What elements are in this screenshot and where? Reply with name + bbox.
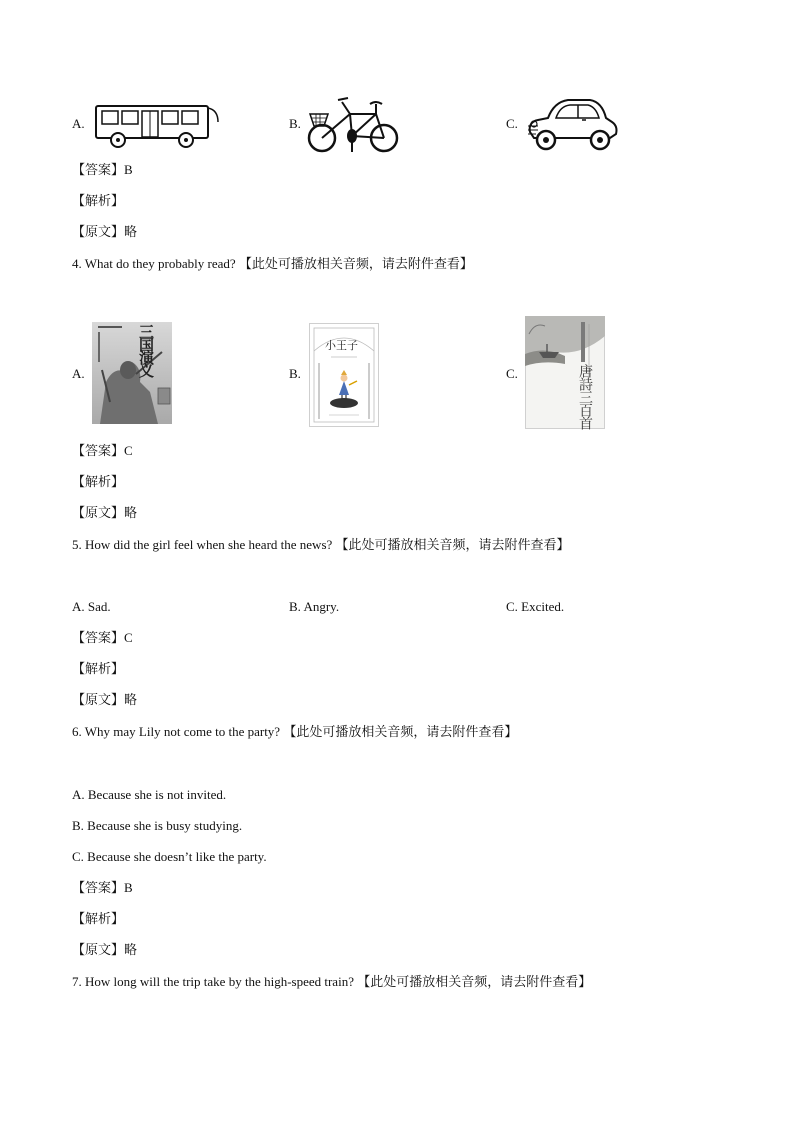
q5-answer [72,630,133,647]
book-title-sanguo: 三国演义 [137,324,155,376]
q6-option-b: B. Because she is busy studying. [72,818,243,833]
original-value: 略 [124,942,138,957]
bus-icon [94,104,220,150]
analysis-label: 【解析】 [72,194,125,209]
book-cover-tang-poems [525,316,605,429]
q5-original [72,692,137,709]
book-title-tang-poems: 唐詩三百首 [577,364,593,429]
book-cover-sanguo [92,322,172,424]
original-value: 略 [124,505,138,520]
answer-value: C [124,443,133,458]
q3-answer [72,162,133,179]
original-label: 【原文】 [72,225,125,240]
analysis-label: 【解析】 [72,662,125,677]
answer-label: 【答案】 [72,631,125,646]
book-title-little-prince: 小王子 [325,339,358,352]
q4-analysis [72,474,124,491]
analysis-label: 【解析】 [72,475,125,490]
q3-option-c-letter: C. [506,116,518,131]
answer-value: B [124,162,133,177]
q4-original [72,505,137,522]
q4-option-c-letter: C. [506,366,518,381]
q3-option-a-letter: A. [72,116,85,131]
q5-question: 5. How did the girl feel when she heard the news? 【此处可播放相关音频，请去附件查看】 [72,537,570,552]
q7-question: 7. How long will the trip take by the high-speed train? 【此处可播放相关音频，请去附件查看】 [72,974,592,989]
original-value: 略 [124,224,138,239]
q4-option-a-letter: A. [72,366,85,381]
answer-label: 【答案】 [72,881,125,896]
q3-option-b-letter: B. [289,116,301,131]
q4-question: 4. What do they probably read? 【此处可播放相关音频，请去附件查看】 [72,256,473,271]
q6-option-a: A. Because she is not invited. [72,787,227,802]
answer-label: 【答案】 [72,163,125,178]
q4-option-b-letter: B. [289,366,301,381]
answer-label: 【答案】 [72,444,125,459]
original-label: 【原文】 [72,943,125,958]
original-label: 【原文】 [72,693,125,708]
q4-answer [72,443,133,460]
q3-analysis [72,193,124,210]
car-icon [524,96,620,154]
q6-answer [72,880,133,897]
q5-option-b: B. Angry. [289,599,340,614]
original-value: 略 [124,692,138,707]
q5-option-c: C. Excited. [506,599,565,614]
q6-analysis [72,911,124,928]
bicycle-icon [306,92,400,156]
answer-value: B [124,880,133,895]
q6-original [72,942,137,959]
q5-analysis [72,661,124,678]
original-label: 【原文】 [72,506,125,521]
answer-value: C [124,630,133,645]
q6-option-c: C. Because she doesn’t like the party. [72,849,267,864]
q5-option-a: A. Sad. [72,599,111,614]
analysis-label: 【解析】 [72,912,125,927]
q3-original [72,224,137,241]
q6-question: 6. Why may Lily not come to the party? 【此处可播放相关音频，请去附件查看】 [72,724,518,739]
